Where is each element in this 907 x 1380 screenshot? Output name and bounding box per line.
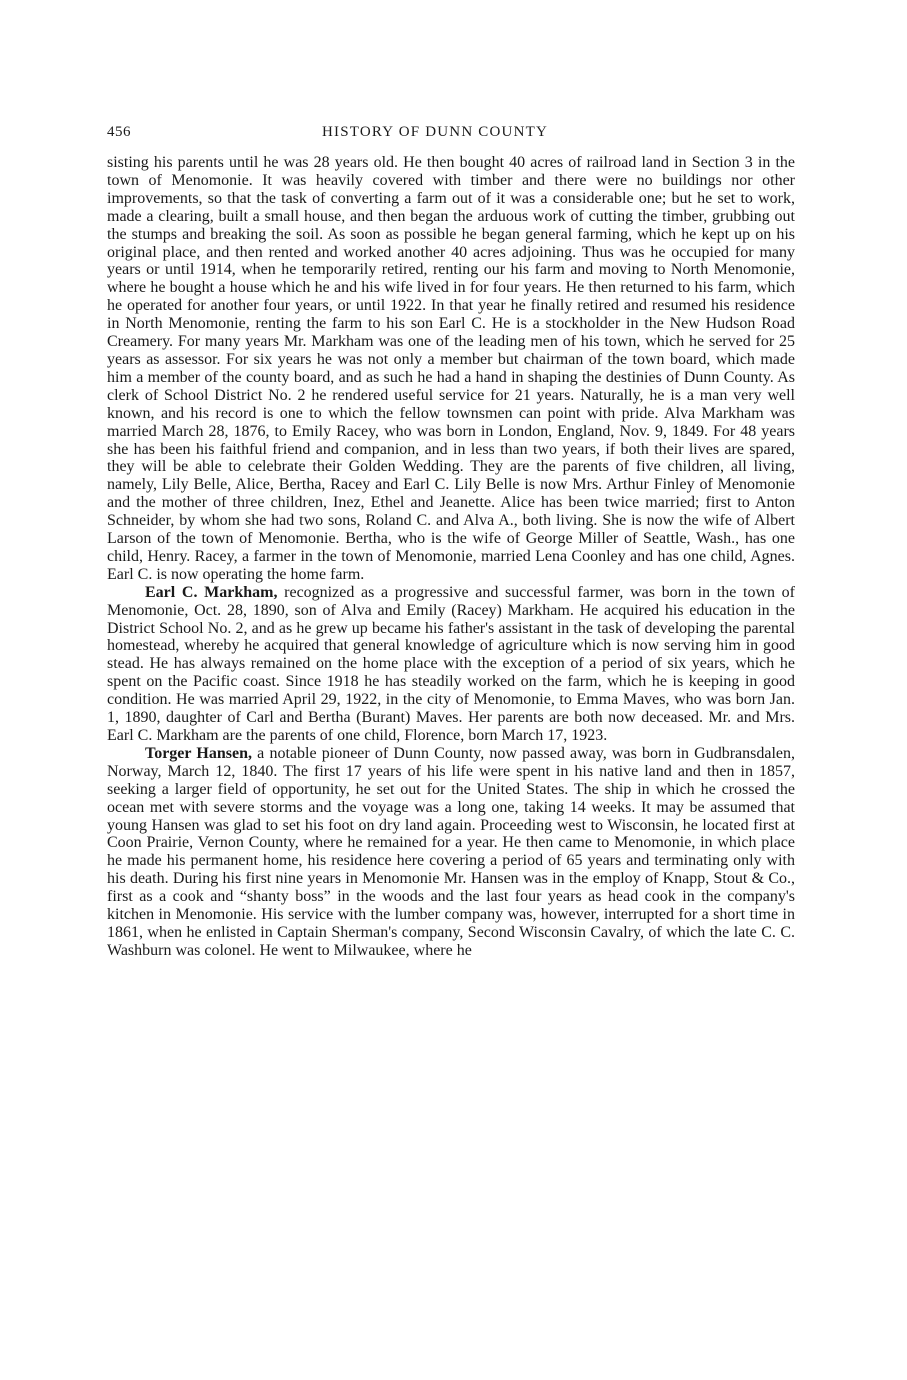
page-number: 456 [107,124,131,140]
page-header [107,124,797,148]
paragraph-alva-markham-continued [107,154,795,584]
biography-name: Torger Hansen, [145,744,252,762]
paragraph-torger-hansen [107,745,795,960]
paragraph-earl-c-markham [107,584,795,745]
paragraph-text: recognized as a progressive and successful farmer, was born in the town of Menomonie, Oct. 28, 1890, son of Alva and Emily (Racey) Markham. He acquired his education in the District School No. 2, and as he grew up became his father's assistant in the task of developing the parental homestead, whereby he acquired that general knowledge of agriculture which is now serving him in good stead. He has always remained on the home place with the exception of a period of six years, which he spent on the Pacific coast. Since 1918 he has steadily worked on the farm, which he is keeping in good condition. He was married April 29, 1922, in the city of Menomonie, to Emma Maves, who was born Jan. 1, 1890, daughter of Carl and Bertha (Burant) Maves. Her parents are both now deceased. Mr. and Mrs. Earl C. Markham are the parents of one child, Florence, born March 17, 1923. [107,583,796,744]
body-text [107,154,795,960]
paragraph-text: sisting his parents until he was 28 years old. He then bought 40 acres of railroad land in Section 3 in the town of Menomonie. It was heavily covered with timber and there were no buildings nor other improvements, so that the task of converting a farm out of it was a considerable one; but he set to work, made a clearing, built a small house, and then began the arduous work of cutting the timber, grubbing out the stumps and breaking the soil. As soon as possible he began general farming, which he kept up on his original place, and then rented and worked another 40 acres adjoining. Thus was he occupied for many years or until 1914, when he temporarily retired, renting our his farm and moving to North Menomonie, where he bought a house which he and his wife lived in for four years. He then returned to his farm, which he operated for another four years, or until 1922. In that year he finally retired and resumed his residence in North Menomonie, renting the farm to his son Earl C. He is a stockholder in the New Hudson Road Creamery. For many years Mr. Markham was one of the leading men of his town, which he served for 25 years as assessor. For six years he was not only a member but chairman of the town board, which made him a member of the county board, and as such he had a hand in shaping the destinies of Dunn County. As clerk of School District No. 2 he rendered useful service for 21 years. Naturally, he is a man very well known, and his record is one to which the fellow townsmen can point with pride. Alva Markham was married March 28, 1876, to Emily Racey, who was born in London, England, Nov. 9, 1849. For 48 years she has been his faithful friend and companion, and in less than two years, if both their lives are spared, they will be able to celebrate their Golden Wedding. They are the parents of five children, all living, namely, Lily Belle, Alice, Bertha, Racey and Earl C. Lily Belle is now Mrs. Arthur Finley of Menomonie and the mother of three children, Inez, Ethel and Jeanette. Alice has been twice married; first to Anton Schneider, by whom she had two sons, Roland C. and Alva A., both living. She is now the wife of Albert Larson of the town of Menomonie. Bertha, who is the wife of George Miller of Seattle, Wash., has one child, Henry. Racey, a farmer in the town of Menomonie, married Lena Coonley and has one child, Agnes. Earl C. is now operating the home farm. [107,154,795,583]
biography-name: Earl C. Markham, [145,583,278,601]
paragraph-text: a notable pioneer of Dunn County, now passed away, was born in Gudbransdalen, Norway, March 12, 1840. The first 17 years of his life were spent in his native land and then in 1857, seeking a larger field of opportunity, he set out for the United States. The ship in which he crossed the ocean met with severe storms and the voyage was a long one, taking 14 weeks. It may be assumed that young Hansen was glad to set his foot on dry land again. Proceeding west to Wisconsin, he located first at Coon Prairie, Vernon County, where he remained for a year. He then came to Menomonie, in which place he made his permanent home, his residence here covering a period of 65 years and terminating only with his death. During his first nine years in Menomonie Mr. Hansen was in the employ of Knapp, Stout & Co., first as a cook and “shanty boss” in the woods and the last four years as head cook in the company's kitchen in Menomonie. His service with the lumber company was, however, interrupted for a short time in 1861, when he enlisted in Captain Sherman's company, Second Wisconsin Cavalry, of which the late C. C. Washburn was colonel. He went to Milwaukee, where he [107,744,795,959]
running-head: HISTORY OF DUNN COUNTY [322,124,548,140]
